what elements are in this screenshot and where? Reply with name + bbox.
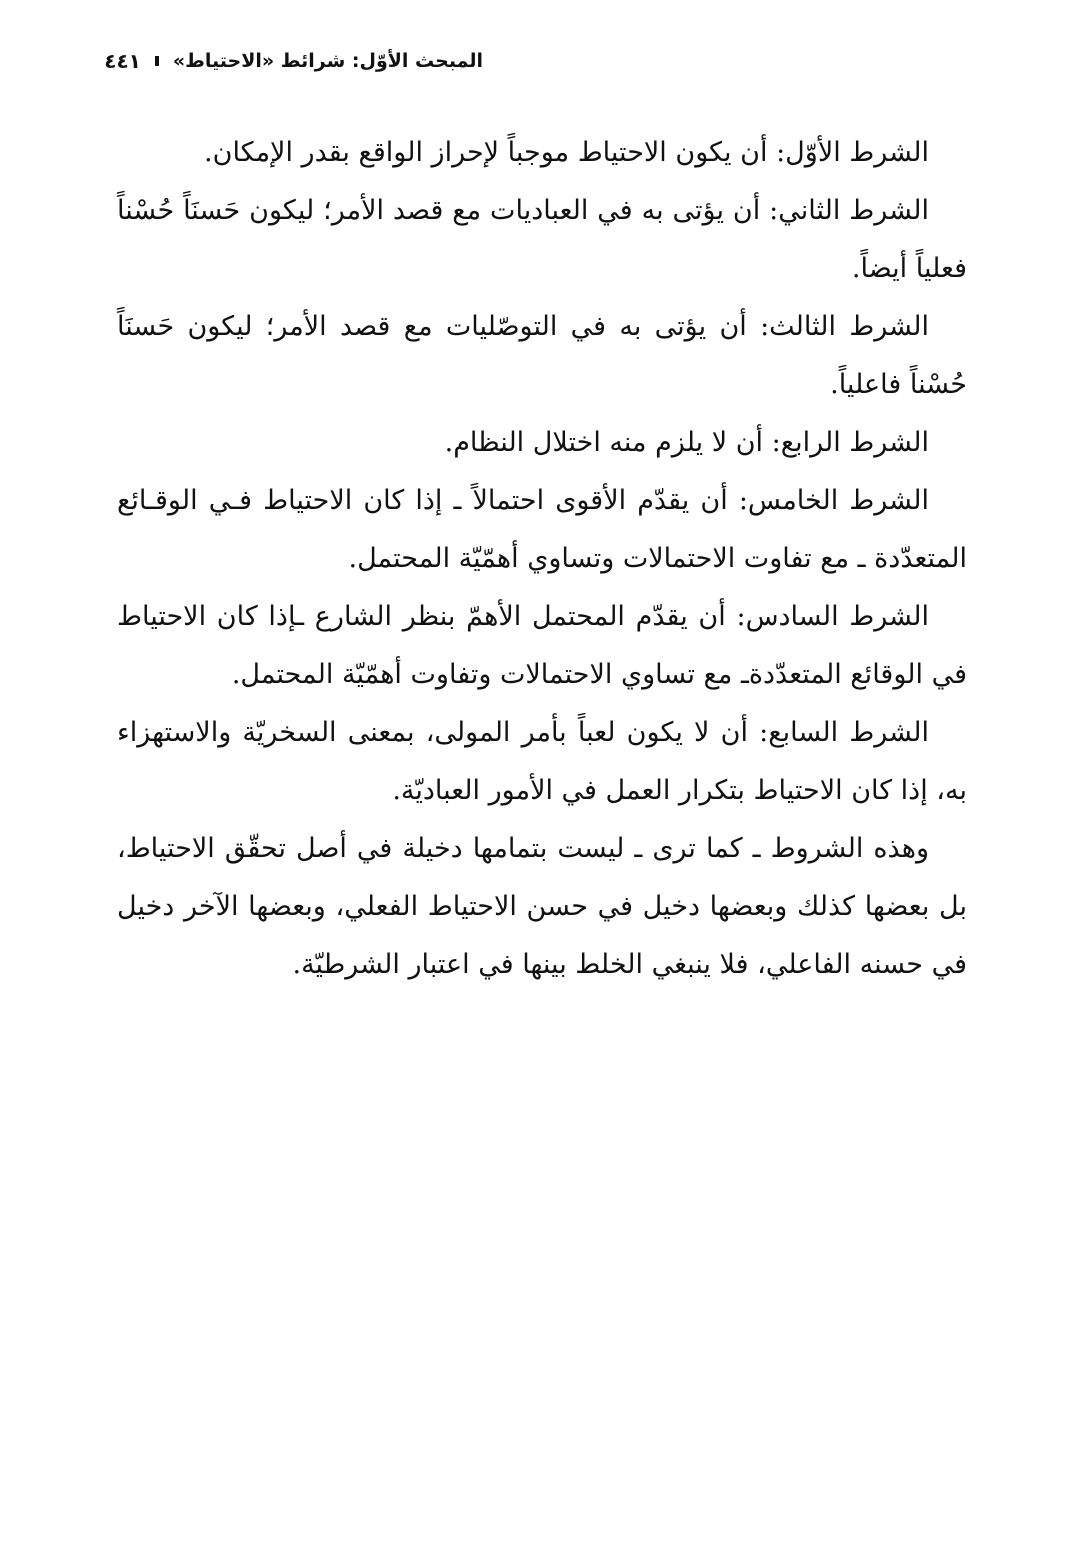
square-separator-icon [155,56,159,66]
condition-3-paragraph: الشرط الثالث: أن يؤتى به في التوصّليات مع قصد الأمر؛ ليكون حَسنَاً حُسْناً فاعلياً. [117,311,967,400]
condition-5-paragraph: الشرط الخامس: أن يقدّم الأقوى احتمالاً ـ إذا كان الاحتياط فـي الوقـائع المتعدّدة ـ مع تفاوت الاحتمالات وتساوي أهمّيّة المحتمل. [117,485,967,574]
condition-4-paragraph: الشرط الرابع: أن لا يلزم منه اختلال النظام. [444,427,929,458]
conclusion-paragraph: وهذه الشروط ـ كما ترى ـ ليست بتمامها دخيلة في أصل تحقّق الاحتياط، بل بعضها كذلك وبعضها دخيل في حسن الاحتياط الفعلي، وبعضها الآخر دخيل في حسنه الفاعلي، فلا ينبغي الخلط بينها في اعتبار الشرطيّة. [117,833,967,980]
condition-6-paragraph: الشرط السادس: أن يقدّم المحتمل الأهمّ بنظر الشارع ـإذا كان الاحتياط في الوقائع المتعدّدةـ مع تساوي الاحتمالات وتفاوت أهمّيّة المحتمل. [117,601,967,690]
header-section-title: المبحث الأوّل: شرائط «الاحتياط» [172,50,483,72]
condition-1-paragraph: الشرط الأوّل: أن يكون الاحتياط موجباً لإحراز الواقع بقدر الإمكان. [204,137,929,168]
condition-2-paragraph: الشرط الثاني: أن يؤتى به في العباديات مع قصد الأمر؛ ليكون حَسنَاً حُسْناً فعلياً أيضاً. [117,195,967,284]
page-number: ٤٤١ [104,49,141,73]
running-header [104,44,483,78]
condition-7-paragraph: الشرط السابع: أن لا يكون لعباً بأمر المولى، بمعنى السخريّة والاستهزاء به، إذا كان الاحتياط بتكرار العمل في الأمور العباديّة. [117,717,967,806]
body-text [117,124,967,994]
